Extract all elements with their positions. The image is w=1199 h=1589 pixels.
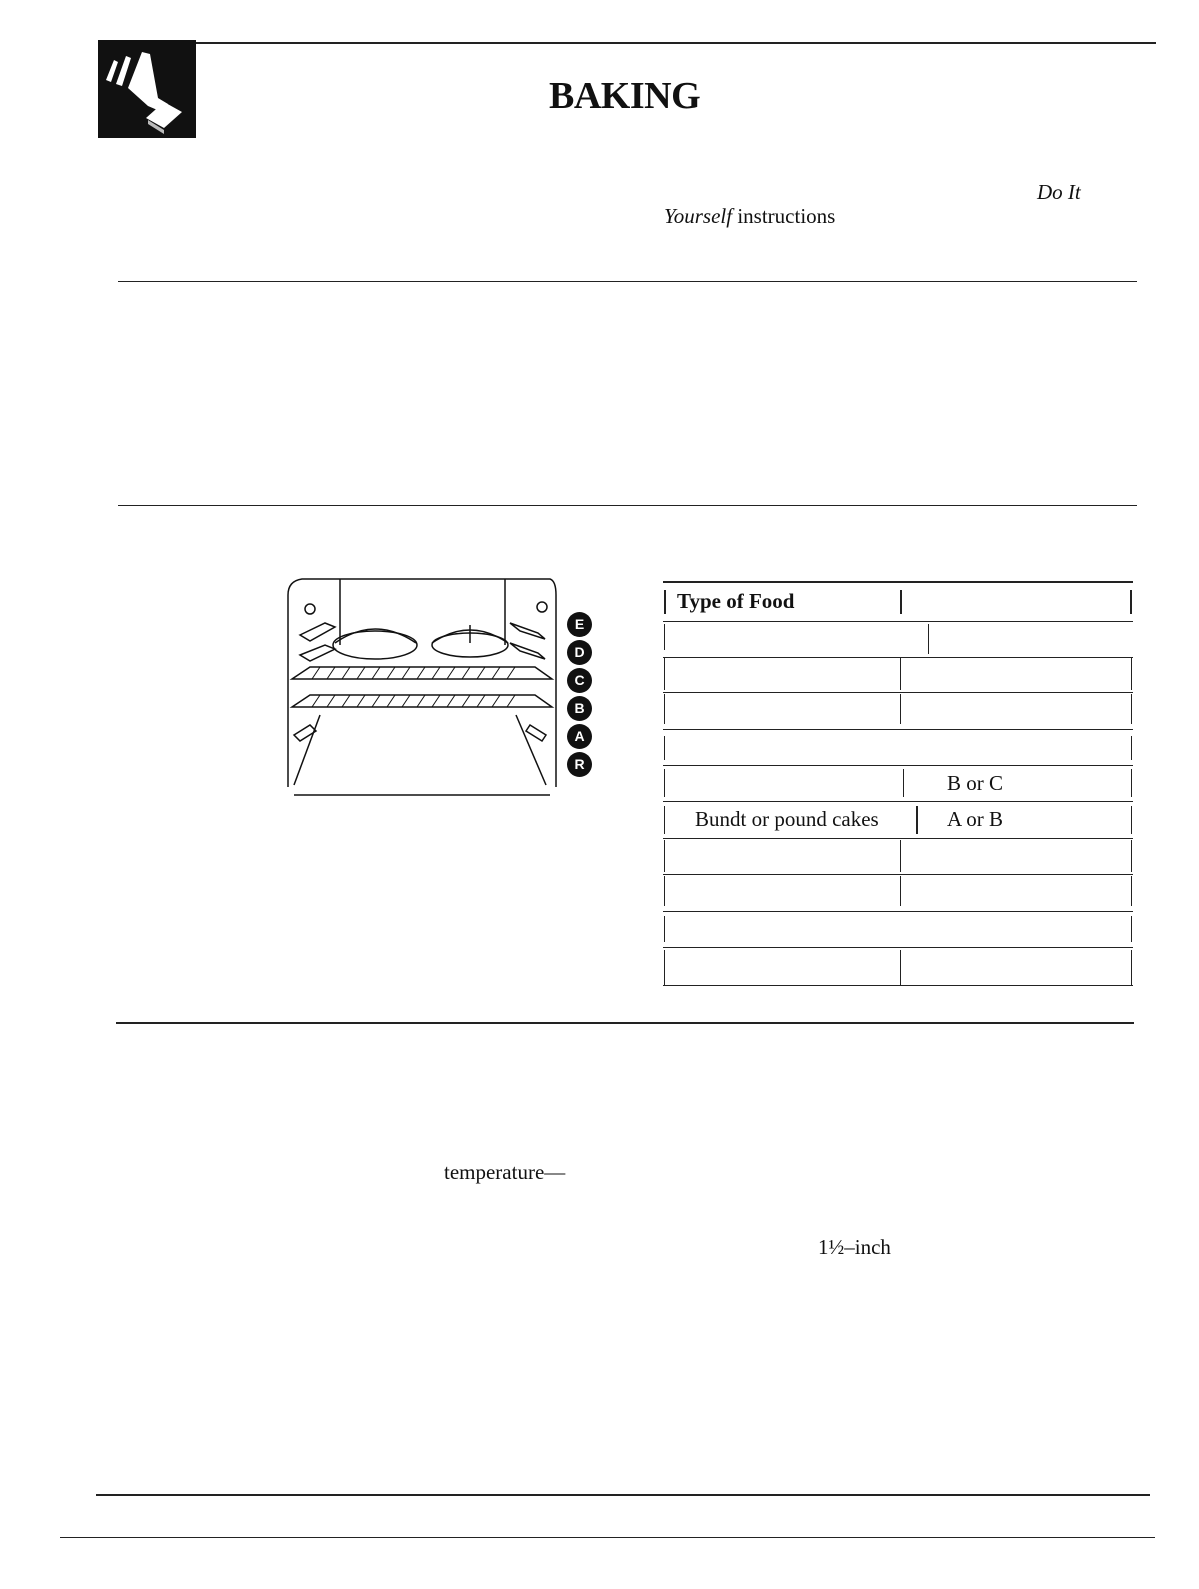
- table-rule: [663, 621, 1133, 622]
- section-divider-3: [116, 1022, 1134, 1024]
- footer-rule-2: [60, 1537, 1155, 1538]
- rack-position-b: B: [567, 696, 592, 721]
- intro-instructions: instructions: [737, 204, 836, 228]
- table-divider: [664, 694, 665, 724]
- intro-yourself: Yourself: [664, 204, 733, 228]
- table-rule: [663, 838, 1133, 839]
- table-divider: [900, 876, 901, 906]
- table-divider: [916, 806, 918, 834]
- table-divider: [1131, 694, 1132, 724]
- table-divider: [1131, 950, 1132, 985]
- rack-position-r: R: [567, 752, 592, 777]
- rack-position-a: A: [567, 724, 592, 749]
- table-divider: [900, 658, 901, 690]
- table-divider: [900, 950, 901, 985]
- table-rule: [663, 765, 1133, 766]
- table-divider: [1131, 840, 1132, 872]
- table-divider: [1131, 736, 1132, 760]
- rack-position-c: C: [567, 668, 592, 693]
- oven-rack-illustration: [280, 575, 560, 800]
- table-divider: [1131, 916, 1132, 942]
- table-divider: [664, 658, 665, 690]
- table-rule: [663, 947, 1133, 948]
- table-rule: [663, 911, 1133, 912]
- table-divider: [1131, 876, 1132, 906]
- header-rule: [196, 42, 1156, 44]
- table-divider: [903, 769, 904, 797]
- table-divider: [664, 950, 665, 985]
- table-divider: [900, 840, 901, 872]
- table-divider: [664, 590, 666, 614]
- text-inch: 1½–inch: [818, 1235, 891, 1259]
- table-header-type-of-food: Type of Food: [677, 589, 795, 613]
- table-divider: [1131, 658, 1132, 690]
- intro-do-it: Do It: [1037, 180, 1081, 204]
- rack-position-a-or-b: A or B: [947, 807, 1004, 831]
- table-divider: [664, 624, 665, 650]
- table-rule: [663, 692, 1133, 693]
- hand-pressing-button-icon: [98, 40, 196, 138]
- table-divider: [900, 694, 901, 724]
- rack-position-b-or-c: B or C: [947, 771, 1004, 795]
- page-title: BAKING: [549, 75, 701, 117]
- section-divider-2: [118, 505, 1137, 506]
- table-top-rule: [663, 581, 1133, 583]
- rack-position-d: D: [567, 640, 592, 665]
- table-rule: [663, 874, 1133, 875]
- table-rule: [663, 657, 1133, 658]
- section-divider-1: [118, 281, 1137, 282]
- text-temperature: temperature—: [444, 1160, 566, 1184]
- food-bundt-or-pound-cakes: Bundt or pound cakes: [695, 807, 879, 831]
- footer-rule-1: [96, 1494, 1150, 1496]
- table-divider: [664, 916, 665, 942]
- table-rule: [663, 801, 1133, 802]
- rack-position-e: E: [567, 612, 592, 637]
- table-divider: [1131, 806, 1132, 834]
- table-divider: [928, 624, 929, 654]
- table-divider: [1131, 769, 1132, 797]
- table-divider: [664, 876, 665, 906]
- table-divider: [664, 769, 665, 797]
- table-divider: [664, 840, 665, 872]
- table-divider: [1130, 590, 1132, 614]
- table-divider: [664, 736, 665, 760]
- table-divider: [664, 806, 665, 834]
- table-bottom-rule: [663, 985, 1133, 986]
- table-divider: [900, 590, 902, 614]
- intro-yourself-instructions: [664, 204, 835, 229]
- table-rule: [663, 729, 1133, 730]
